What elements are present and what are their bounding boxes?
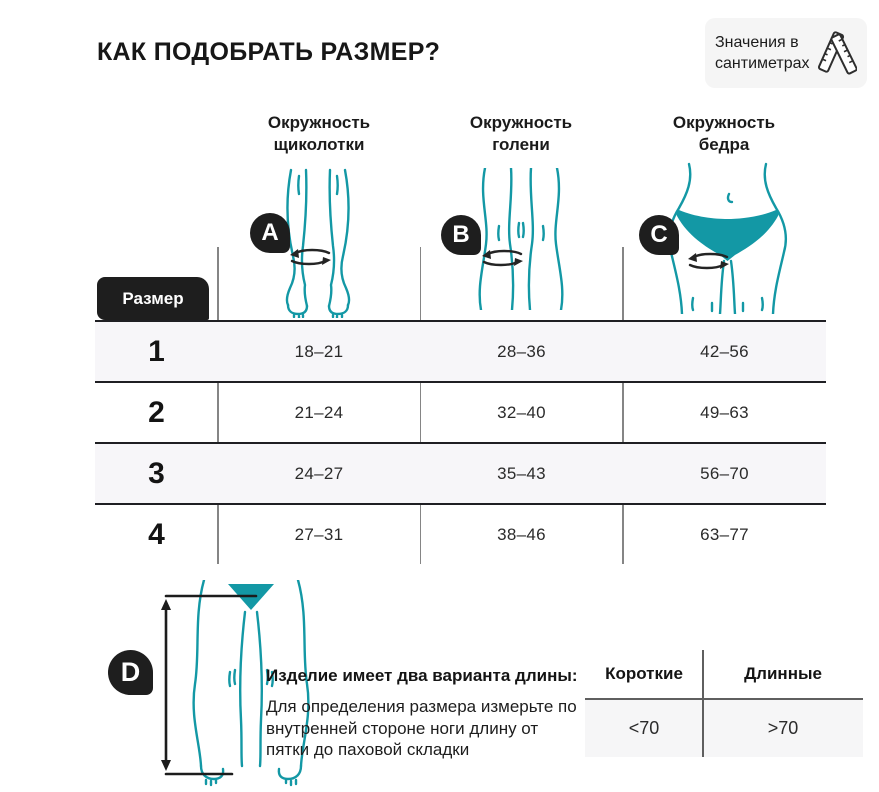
calf-range: 38–46 [497,524,546,544]
size-value: 3 [148,456,165,490]
size-value: 2 [148,395,165,429]
calf-range: 28–36 [497,341,546,361]
table-row [95,503,826,564]
length-option-long-label: Длинные [744,664,822,683]
column-header-calf: Окружность голени [469,113,573,154]
calf-range: 32–40 [497,402,546,422]
table-row [95,381,826,442]
marker-a: A [250,213,290,253]
rotation-arrow-hip [683,252,733,272]
length-description: Для определения размера измерьте по внутренней стороне ноги длину от пятки до паховой складки [266,697,577,759]
hip-range: 42–56 [700,341,749,361]
table-row [95,442,826,503]
column-header-hip: Окружность бедра [672,113,776,154]
column-header-ankle: Окружность щиколотки [267,113,371,154]
ankle-range: 27–31 [294,524,344,544]
size-header-tab: Размер [97,277,209,320]
ankle-range: 21–24 [294,402,344,422]
rotation-arrow-calf [479,249,525,269]
hip-range: 63–77 [700,524,749,544]
units-badge [705,18,867,88]
length-table-divider [702,650,704,757]
ankle-range: 24–27 [294,463,344,483]
length-option-short-value: <70 [628,718,660,738]
length-option-long-value: >70 [767,718,799,738]
size-table [95,320,826,564]
ruler-icon [817,30,857,76]
size-value: 1 [148,334,165,368]
length-options-table [585,650,863,757]
units-note: Значения в сантиметрах [715,34,810,72]
length-heading: Изделие имеет два варианта длины: [266,666,578,685]
marker-d: D [108,650,153,695]
size-value: 4 [148,517,165,551]
marker-b: B [441,215,481,255]
page-title: КАК ПОДОБРАТЬ РАЗМЕР? [97,38,441,66]
calf-range: 35–43 [497,463,546,483]
length-option-short-label: Короткие [605,664,683,683]
hip-range: 56–70 [700,463,749,483]
table-row [95,320,826,381]
marker-c: C [639,215,679,255]
ankle-range: 18–21 [294,341,344,361]
hip-range: 49–63 [700,402,749,422]
rotation-arrow-ankle [287,248,333,268]
